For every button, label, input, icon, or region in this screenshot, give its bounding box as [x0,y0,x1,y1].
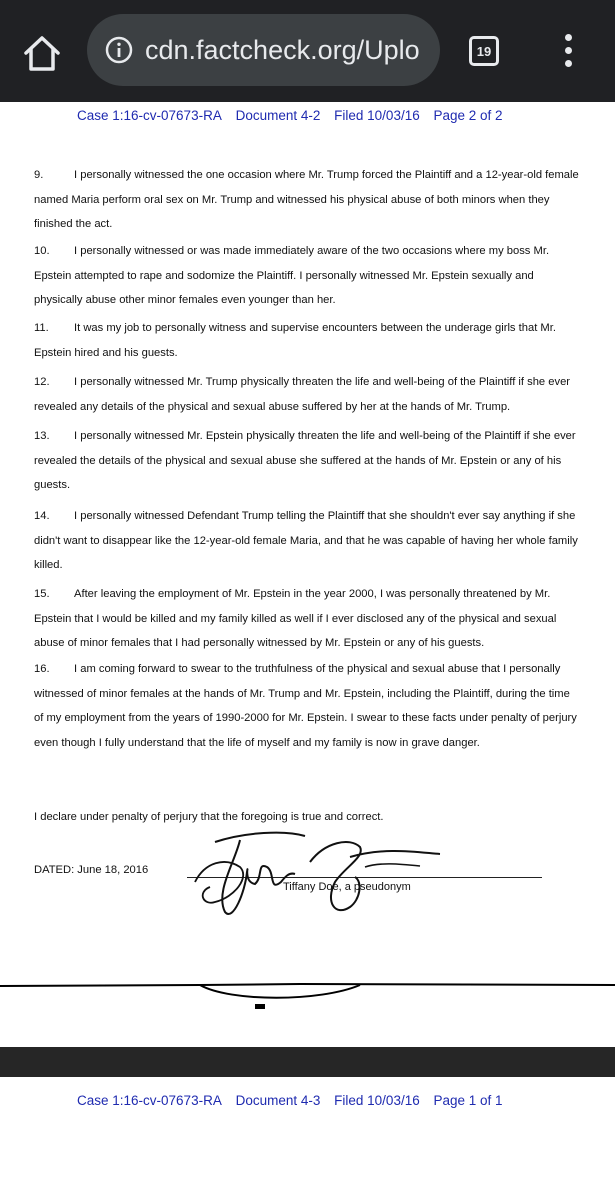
document-number: Document 4-2 [235,108,321,123]
case-number: Case 1:16-cv-07673-RA [77,108,222,123]
paragraph-9: 9. I personally witnessed the one occasion where Mr. Trump forced the Plaintiff and a 12-year-old female named Maria perform oral sex on Mr. Trump and witnessed his physical abuse of both minors when they finished the act. [34,169,579,230]
paragraph-16: 16. I am coming forward to swear to the truthfulness of the physical and sexual abuse that I personally witnessed of minor females at the hands of Mr. Trump and Mr. Epstein, including the Plaintiff, during the time of my employment from the years of 1990-2000 for Mr. Epstein. I swear to these facts under penalty of perjury even though I fully understand that the life of myself and my family is now in grave danger. [34,663,577,749]
paragraph-12: 12. I personally witnessed Mr. Trump physically threaten the life and well-being of the Plaintiff if she ever revealed any details of the physical and sexual abuse suffered by her at the hands of Mr. Trump. [34,376,571,413]
handwritten-signature [185,822,445,927]
paragraph-15: 15. After leaving the employment of Mr. Epstein in the year 2000, I was personally threatened by Mr. Epstein that I would be killed and my family killed as well if I ever disclosed any of the physical and sexual abuse of minor females that I had personally witnessed by Mr. Epstein or any of his guests. [34,588,557,649]
home-icon[interactable] [22,33,62,73]
declaration-statement: I declare under penalty of perjury that the foregoing is true and correct. [34,811,384,823]
filed-date: Filed 10/03/16 [334,108,420,123]
dated-line: DATED: June 18, 2016 [34,864,149,876]
filed-date: Filed 10/03/16 [334,1093,420,1108]
document-number: Document 4-3 [235,1093,321,1108]
paragraph-14: 14. I personally witnessed Defendant Trump telling the Plaintiff that she shouldn't ever say anything if she didn't want to disappear like the 12-year-old female Maria, and that he was capable of having her whole family killed. [34,510,578,571]
page-separator [0,1047,615,1077]
address-bar[interactable] [87,14,440,86]
pdf-page-2 [0,1077,615,1200]
url-text: cdn.factcheck.org/Uplo [145,35,420,65]
signer-name: Tiffany Doe, a pseudonym [283,881,411,893]
scan-artifact [0,982,615,1012]
tab-switcher-button[interactable]: 19 [469,36,499,66]
page-number: Page 1 of 1 [433,1093,503,1108]
browser-toolbar [0,0,615,102]
paragraph-10: 10. I personally witnessed or was made immediately aware of the two occasions where my boss Mr. Epstein attempted to rape and sodomize the Plaintiff. I personally witnessed Mr. Epstein sexually and physically abuse other minor females even younger than her. [34,245,550,306]
more-menu-icon[interactable] [557,34,581,70]
case-number: Case 1:16-cv-07673-RA [77,1093,222,1108]
info-icon[interactable] [105,36,133,64]
paragraph-11: 11. It was my job to personally witness and supervise encounters between the underage girls that Mr. Epstein hired and his guests. [34,322,556,359]
page-header-2 [77,1093,513,1108]
page-number: Page 2 of 2 [433,108,503,123]
paragraph-13: 13. I personally witnessed Mr. Epstein physically threaten the life and well-being of the Plaintiff if she ever revealed the details of the physical and sexual abuse she suffered at the hands of Mr. Epstein or any of his guests. [34,430,576,491]
pdf-page [0,102,615,1047]
page-header [77,108,513,123]
